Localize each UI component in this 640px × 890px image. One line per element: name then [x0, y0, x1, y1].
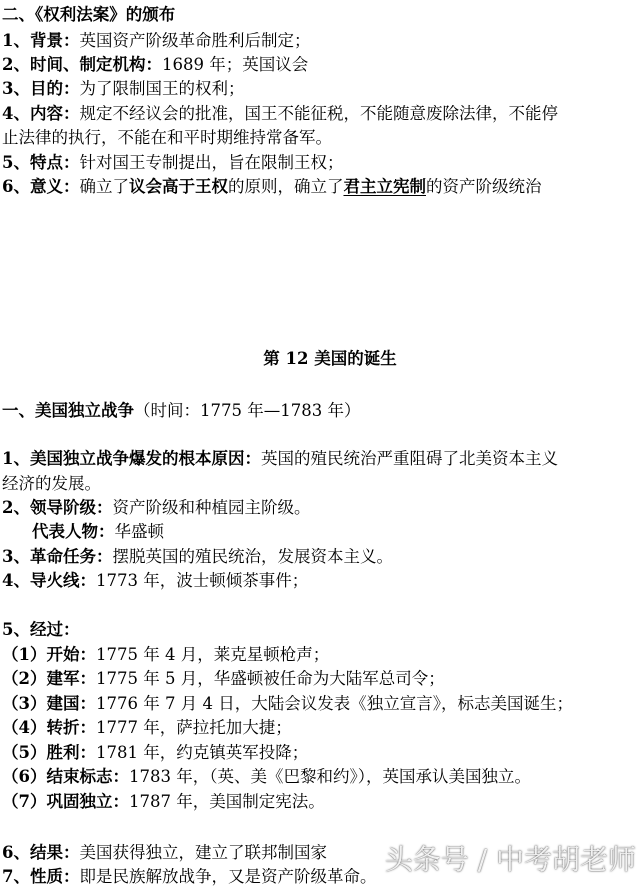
- list-item: 5、经过：: [2, 620, 80, 639]
- list-item: 1、背景：英国资产阶级革命胜利后制定；: [2, 31, 311, 50]
- list-item: 5、特点：针对国王专制提出，旨在限制王权；: [2, 153, 344, 172]
- step-item: （7）巩固独立：1787 年，美国制定宪法。: [2, 792, 325, 811]
- step-item: （2）建军：1775 年 5 月，华盛顿被任命为大陆军总司令；: [2, 669, 445, 688]
- list-item: 7、性质：即是民族解放战争，又是资产阶级革命。: [2, 867, 377, 886]
- section-heading: 二、《权利法案》的颁布: [2, 5, 176, 24]
- step-item: （4）转折：1777 年，萨拉托加大捷；: [2, 718, 292, 737]
- list-item: 3、目的：为了限制国王的权利；: [2, 79, 245, 98]
- list-item: 1、美国独立战争爆发的根本原因：英国的殖民统治严重阻碍了北美资本主义: [2, 449, 558, 468]
- step-item: （3）建国：1776 年 7 月 4 日，大陆会议发表《独立宣言》，标志美国诞生；: [2, 694, 573, 713]
- list-item: 2、领导阶级：资产阶级和种植园主阶级。: [2, 498, 311, 517]
- step-item: （5）胜利：1781 年，约克镇英军投降；: [2, 743, 309, 762]
- list-item: 2、时间、制定机构：1689 年；英国议会: [2, 55, 309, 74]
- list-item: 4、内容：规定不经议会的批准，国王不能征税，不能随意废除法律，不能停: [2, 104, 558, 123]
- page-title: 第 12 美国的诞生: [263, 349, 397, 368]
- list-item: 4、导火线：1773 年，波士顿倾茶事件；: [2, 571, 309, 590]
- list-item: 代表人物：华盛顿: [32, 522, 164, 541]
- step-item: （1）开始：1775 年 4 月，莱克星顿枪声；: [2, 645, 330, 664]
- list-item-continuation: 止法律的执行，不能在和平时期维持常备军。: [2, 128, 332, 147]
- list-item: 6、结果：美国获得独立，建立了联邦制国家: [2, 843, 327, 862]
- step-item: （6）结束标志：1783 年，（英、美《巴黎和约》），英国承认美国独立。: [2, 767, 531, 786]
- sub-heading: 一、美国独立战争（时间：1775 年—1783 年）: [2, 401, 361, 420]
- list-item-continuation: 经济的发展。: [2, 474, 101, 493]
- watermark: 头条号 / 中考胡老师: [384, 843, 636, 876]
- list-item: 3、革命任务：摆脱英国的殖民统治，发展资本主义。: [2, 547, 393, 566]
- list-item: 6、意义：确立了议会高于王权的原则，确立了君主立宪制的资产阶级统治: [2, 177, 542, 196]
